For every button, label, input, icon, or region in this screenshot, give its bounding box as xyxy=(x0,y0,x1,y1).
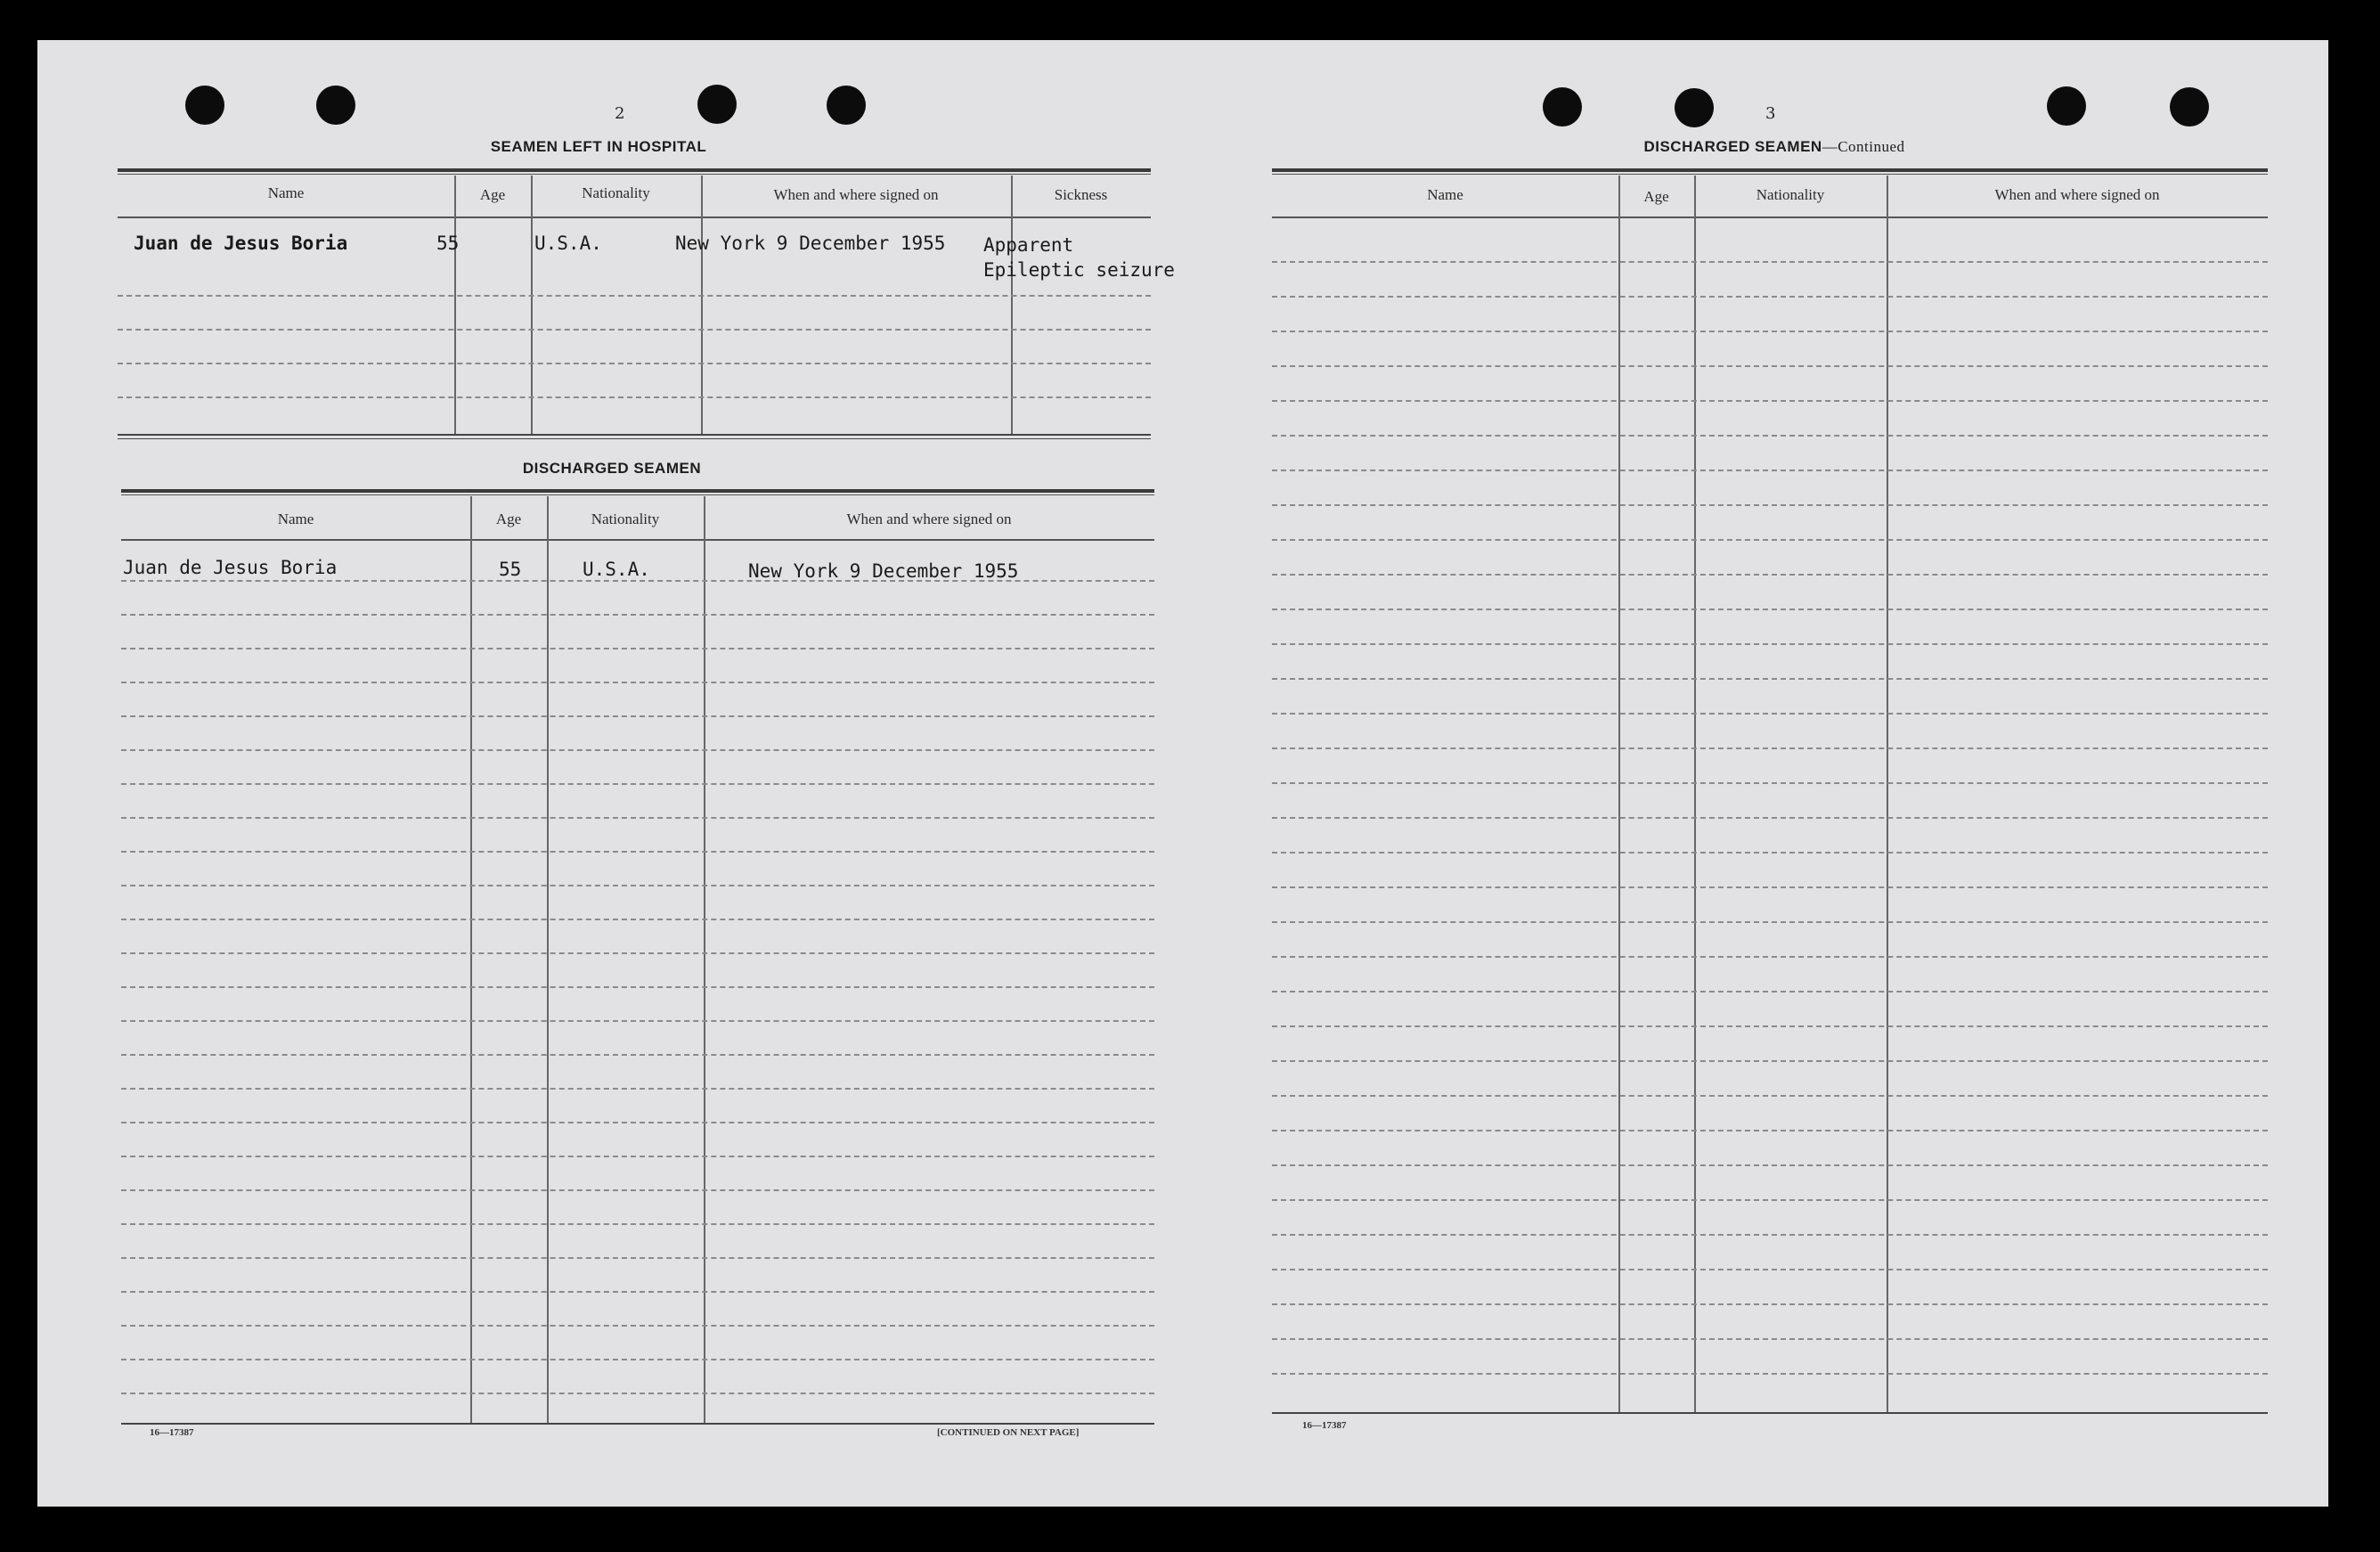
discharged-header-signed-on: When and where signed on xyxy=(846,511,1012,527)
punch-hole xyxy=(1543,87,1582,127)
punch-hole xyxy=(827,86,866,125)
punch-hole xyxy=(1675,88,1714,127)
page-number-right: 3 xyxy=(1765,104,1776,123)
right-header-nationality: Nationality xyxy=(1756,186,1825,203)
hospital-entry-signed-on: New York 9 December 1955 xyxy=(675,233,946,254)
right-section-title-main: DISCHARGED SEAMEN xyxy=(1643,138,1822,155)
form-number-left: 16—17387 xyxy=(150,1427,194,1438)
discharged-entry-age: 55 xyxy=(499,559,522,580)
discharged-entry-nationality: U.S.A. xyxy=(583,559,650,580)
punch-hole xyxy=(2047,86,2086,126)
hospital-table xyxy=(118,168,1151,473)
hospital-section-title: SEAMEN LEFT IN HOSPITAL xyxy=(490,138,707,155)
discharged-table-right xyxy=(1272,168,2268,1451)
hospital-header-nationality: Nationality xyxy=(582,184,650,201)
discharged-section-title: DISCHARGED SEAMEN xyxy=(522,460,702,477)
continued-note: [CONTINUED ON NEXT PAGE] xyxy=(937,1427,1080,1438)
discharged-header-name: Name xyxy=(277,511,314,527)
right-section-title-suffix: —Continued xyxy=(1822,138,1905,155)
hospital-entry-sickness-line2: Epileptic seizure xyxy=(983,259,1175,281)
hospital-entry-sickness-line1: Apparent xyxy=(983,234,1074,256)
page-number-left: 2 xyxy=(615,104,625,123)
right-header-name: Name xyxy=(1427,186,1463,203)
form-number-right: 16—17387 xyxy=(1302,1420,1347,1431)
discharged-table-left xyxy=(121,489,1154,1466)
punch-hole xyxy=(697,85,737,124)
discharged-entry-name: Juan de Jesus Boria xyxy=(123,557,338,578)
hospital-header-sickness: Sickness xyxy=(1054,186,1108,203)
hospital-header-name: Name xyxy=(267,184,305,201)
discharged-entry-signed-on: New York 9 December 1955 xyxy=(748,560,1019,582)
hospital-entry-name: Juan de Jesus Boria xyxy=(134,233,348,254)
hospital-header-age: Age xyxy=(479,186,506,203)
right-header-age: Age xyxy=(1643,188,1669,205)
hospital-entry-nationality: U.S.A. xyxy=(534,233,602,254)
punch-hole xyxy=(185,86,224,125)
right-header-signed-on: When and where signed on xyxy=(1994,186,2160,203)
discharged-header-age: Age xyxy=(495,511,522,527)
punch-hole xyxy=(316,86,355,125)
hospital-entry-age: 55 xyxy=(436,233,460,254)
discharged-header-nationality: Nationality xyxy=(591,511,660,527)
hospital-header-signed-on: When and where signed on xyxy=(773,186,939,203)
punch-hole xyxy=(2170,87,2209,127)
document-sheet xyxy=(37,40,2328,1507)
right-section-title xyxy=(1534,138,2015,156)
